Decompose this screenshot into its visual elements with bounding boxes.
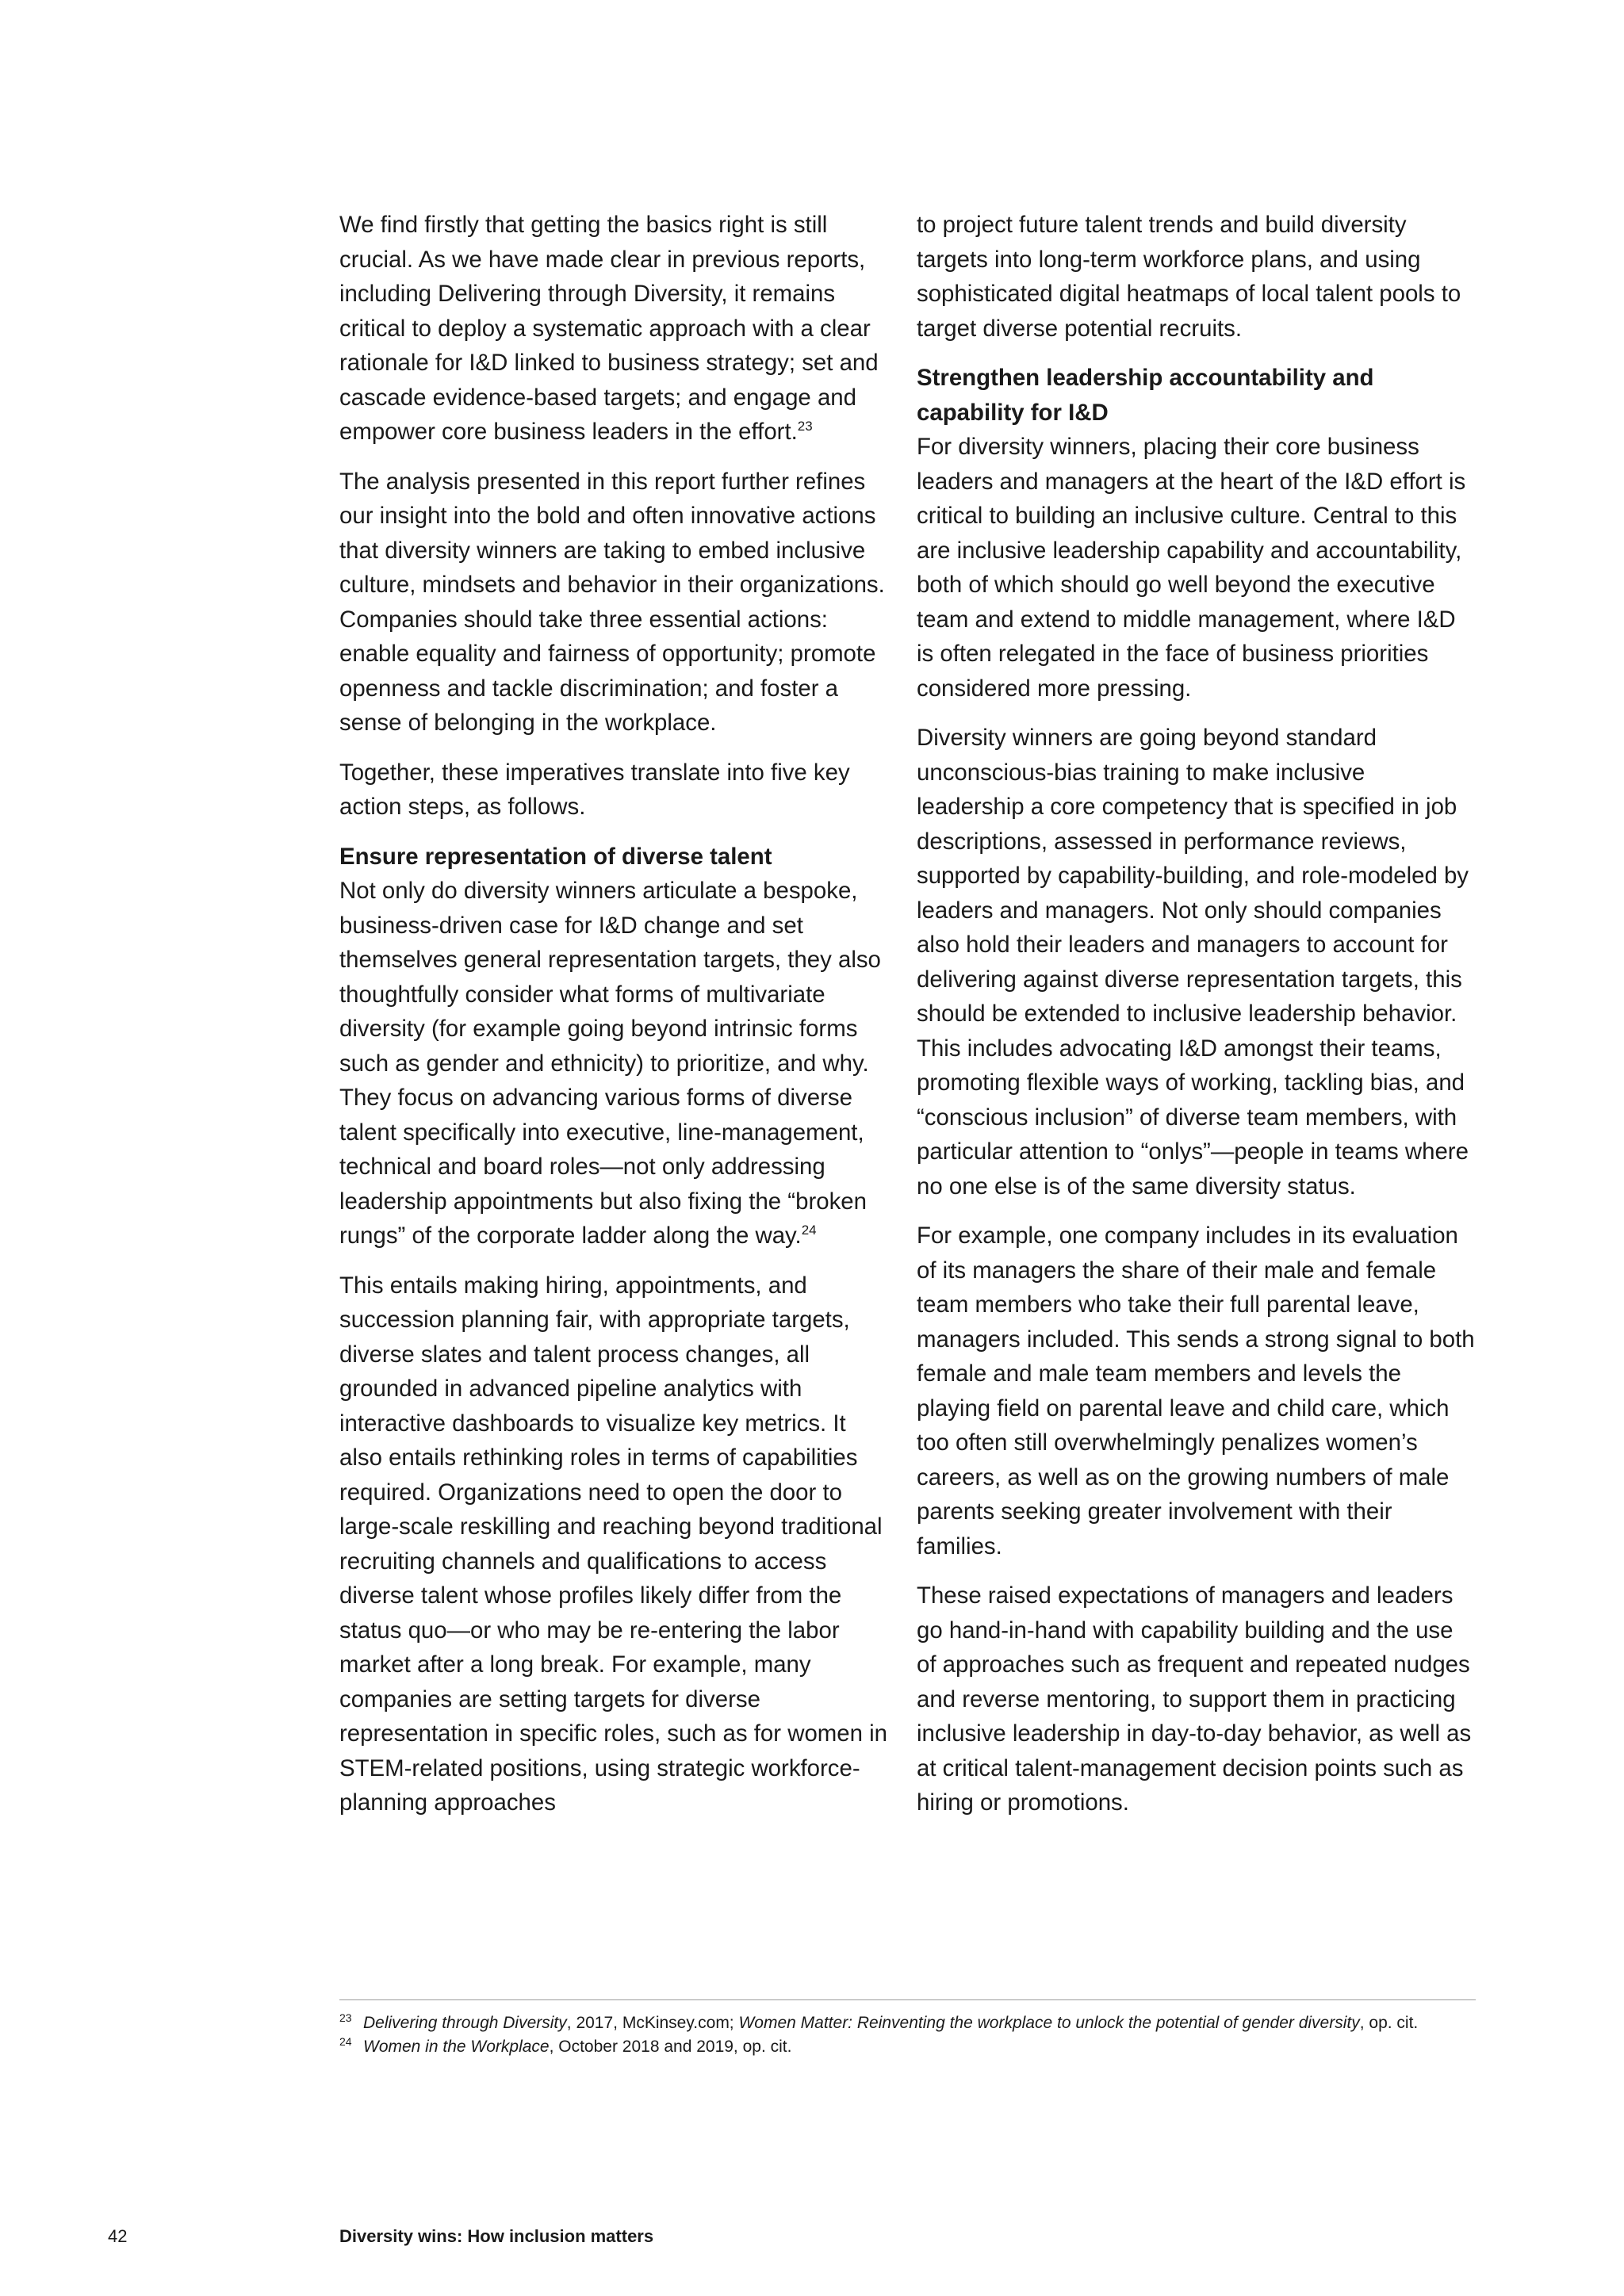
cited-title: Women in the Workplace [363, 2038, 550, 2056]
body-paragraph: These raised expectations of managers and leaders go hand-in-hand with capability building and the use of approaches such as frequent and repeated nudges and reverse mentoring, to support them in practicing inclusive leadership in day-to-day behavior, as well as at critical talent-management decision points such as hiring or promotions. [917, 1582, 1472, 1816]
footnote-ref: 23 [797, 419, 813, 434]
running-title: Diversity wins: How inclusion matters [339, 2226, 654, 2246]
footnotes [339, 1999, 1476, 2059]
body-paragraph: to project future talent trends and build diversity targets into long-term workforce plans, and using sophisticated digital heatmaps of local talent pools to target diverse potential recruits. [917, 212, 1461, 342]
footnote-24: 24 Women in the Workplace, October 2018 and 2019, op. cit. [339, 2035, 792, 2056]
cited-title: Delivering through Diversity [363, 2014, 567, 2032]
body-paragraph: This entails making hiring, appointments, and succession planning fair, with appropriate targets, diverse slates and talent process changes, all grounded in advanced pipeline analytics with interactive dashboards to visualize key metrics. It also entails rethinking roles in terms of capabilities required. Organizations need to open the door to large-scale reskilling and reaching beyond traditional recruiting channels and qualifications to access diverse talent whose profiles likely differ from the status quo—or who may be re-entering the labor market after a long break. For example, many companies are setting targets for diverse representation in specific roles, such as for women in STEM-related positions, using strategic workforce-planning approaches [339, 1272, 888, 1816]
body-paragraph: For diversity winners, placing their core business leaders and managers at the heart of the I&D effort is critical to building an inclusive culture. Central to this are inclusive leadership capability and accountability, both of which should go well beyond the executive team and extend to middle management, where I&D is often relegated in the face of business priorities considered more pressing. [917, 434, 1466, 702]
section-heading: Ensure representation of diverse talent [339, 843, 772, 870]
footnote-ref: 24 [801, 1223, 817, 1238]
body-paragraph: Diversity winners are going beyond standard unconscious-bias training to make inclusive leadership a core competency that is specified in job descriptions, assessed in performance reviews, supported by capability-building, and role-modeled by leaders and managers. Not only should companies also hold their leaders and managers to account for delivering against diverse representation targets, this should be extended to inclusive leadership behavior. This includes advocating I&D amongst their teams, promoting flexible ways of working, tackling bias, and “conscious inclusion” of diverse team members, with particular attention to “onlys”—people in teams where no one else is of the same diversity status. [917, 725, 1469, 1200]
body-paragraph: For example, one company includes in its evaluation of its managers the share of their male and female team members who take their full parental leave, managers included. This sends a strong signal to both female and male team members and levels the playing field on parental leave and child care, which too often still overwhelmingly penalizes women’s careers, as well as on the growing numbers of male parents seeking greater involvement with their families. [917, 1223, 1475, 1559]
section-heading: Strengthen leadership accountability and capability for I&D [917, 365, 1374, 426]
page-number: 42 [108, 2226, 128, 2246]
footnote-23: 23 Delivering through Diversity, 2017, McKinsey.com; Women Matter: Reinventing the workplace to unlock the potential of gender diversity, op. cit. [339, 2011, 1419, 2032]
right-column [917, 208, 1476, 1835]
left-column [339, 208, 894, 1835]
body-paragraph: Not only do diversity winners articulate a bespoke, business-driven case for I&D change and set themselves general representation targets, they also thoughtfully consider what forms of multivariate diversity (for example going beyond intrinsic forms such as gender and ethnicity) to prioritize, and why. They focus on advancing various forms of diverse talent specifically into executive, line-management, technical and board roles—not only addressing leadership appointments but also fixing the “broken rungs” of the corporate ladder along the way.$^{24}$ [339, 878, 881, 1249]
body-paragraph: We find firstly that getting the basics right is still crucial. As we have made clear in previous reports, including Delivering through Diversity, it remains critical to deploy a systematic approach with a clear rationale for I&D linked to business strategy; set and cascade evidence-based targets; and engage and empower core business leaders in the effort.$^{23}$ [339, 212, 879, 445]
cited-title: Women Matter: Reinventing the workplace to unlock the potential of gender diversity [738, 2014, 1360, 2032]
body-paragraph: Together, these imperatives translate into five key action steps, as follows. [339, 759, 850, 820]
body-paragraph: The analysis presented in this report further refines our insight into the bold and often innovative actions that diversity winners are taking to embed inclusive culture, mindsets and behavior in their organizations. Companies should take three essential actions: enable equality and fairness of opportunity; promote openness and tackle discrimination; and foster a sense of belonging in the workplace. [339, 468, 885, 736]
